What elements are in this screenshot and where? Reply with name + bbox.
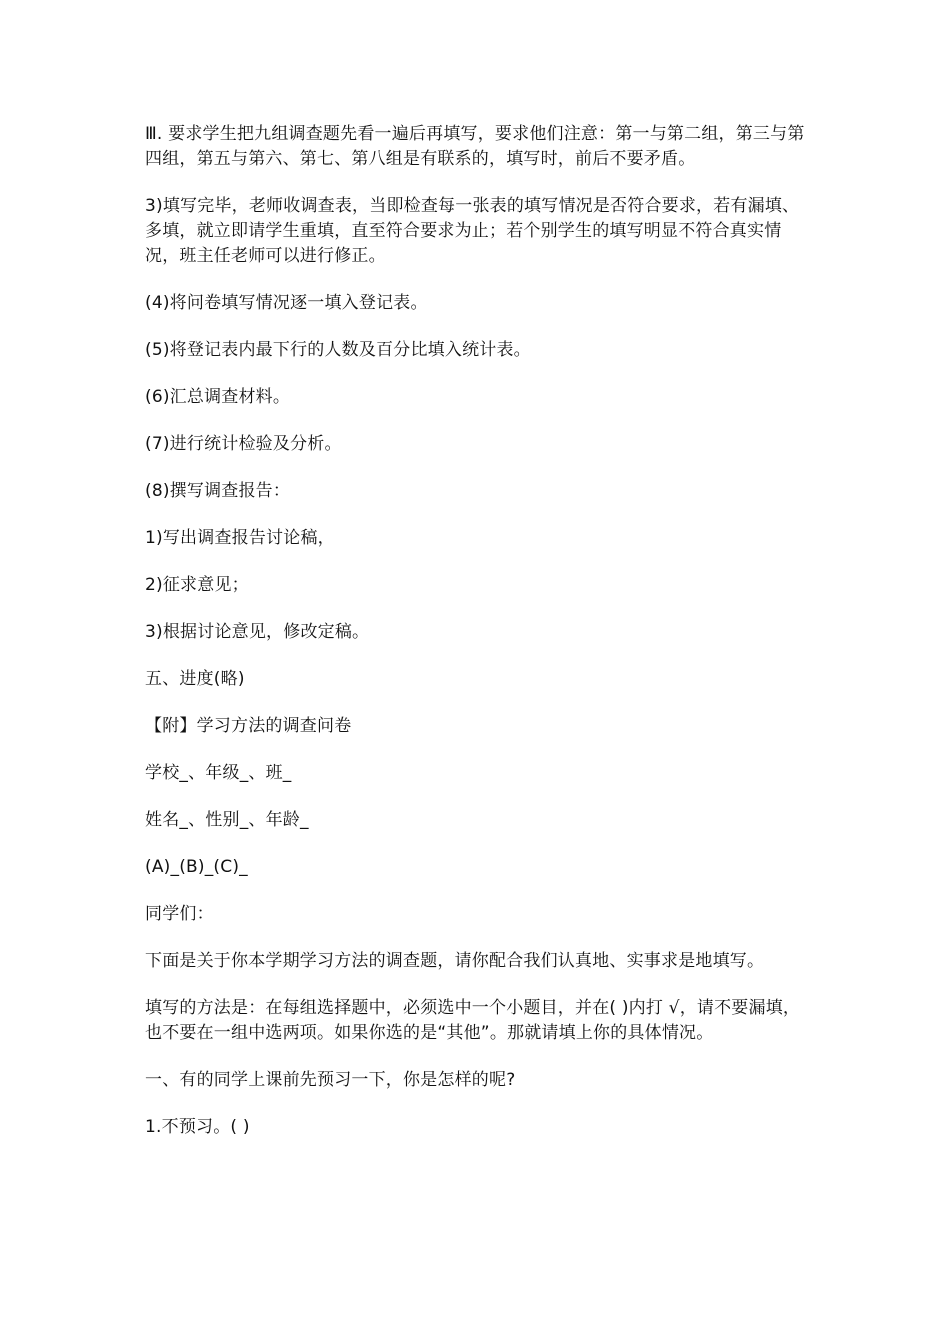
- paragraph-step-7: (7)进行统计检验及分析。: [145, 434, 342, 454]
- section-heading-progress: 五、进度(略): [145, 669, 245, 689]
- paragraph-step-8: (8)撰写调查报告：: [145, 481, 291, 501]
- paragraph-substep-2: 2)征求意见；: [145, 575, 249, 595]
- paragraph-intro: 下面是关于你本学期学习方法的调查题，请你配合我们认真地、实事求是地填写。: [145, 951, 765, 971]
- paragraph-step-5: (5)将登记表内最下行的人数及百分比填入统计表。: [145, 340, 531, 360]
- paragraph-step-6: (6)汇总调查材料。: [145, 387, 291, 407]
- paragraph-step-4: (4)将问卷填写情况逐一填入登记表。: [145, 293, 428, 313]
- paragraph-substep-3: 3)根据讨论意见，修改定稿。: [145, 622, 370, 642]
- greeting: 同学们：: [145, 904, 214, 924]
- document-page: [145, 122, 810, 1162]
- paragraph-instruction-iii: Ⅲ. 要求学生把九组调查题先看一遍后再填写，要求他们注意：第一与第二组，第三与第四组，第五与第六、第七、第八组是有联系的，填写时，前后不要矛盾。: [145, 124, 805, 169]
- paragraph-step-3-collect: 3)填写完毕，老师收调查表，当即检查每一张表的填写情况是否符合要求，若有漏填、多填，就立即请学生重填，直至符合要求为止；若个别学生的填写明显不符合真实情况，班主任老师可以进行修正。: [145, 196, 800, 266]
- form-line-abc: (A)_(B)_(C)_: [145, 857, 248, 877]
- appendix-title: 【附】学习方法的调查问卷: [145, 716, 352, 736]
- paragraph-substep-1: 1)写出调查报告讨论稿，: [145, 528, 335, 548]
- question-1-heading: 一、有的同学上课前先预习一下，你是怎样的呢?: [145, 1070, 516, 1090]
- question-1-option-1: 1.不预习。( ): [145, 1117, 250, 1137]
- paragraph-fill-method: 填写的方法是：在每组选择题中，必须选中一个小题目，并在( )内打 √，请不要漏填，也不要在一组中选两项。如果你选的是“其他”。那就请填上你的具体情况。: [145, 998, 801, 1043]
- form-line-name: 姓名_、性别_、年龄_: [145, 810, 309, 830]
- form-line-school: 学校_、年级_、班_: [145, 763, 292, 783]
